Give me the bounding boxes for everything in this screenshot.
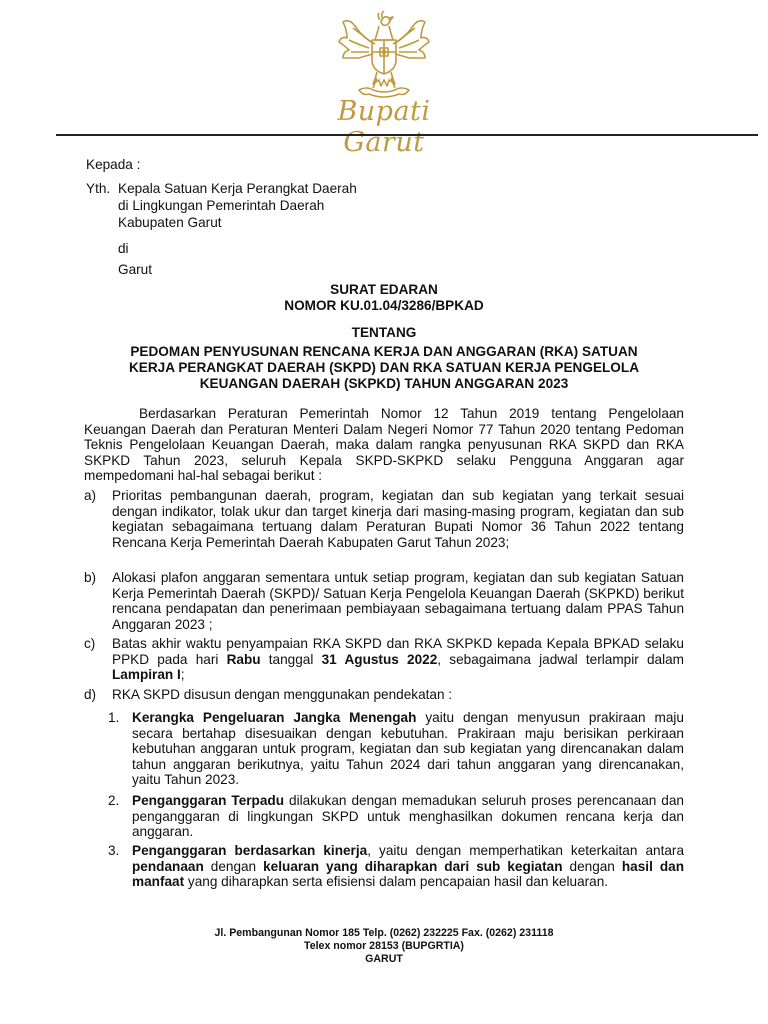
term-bold: pendanaan xyxy=(132,858,204,874)
item-text: Batas akhir waktu penyampaian RKA SKPD dan RKA SKPKD kepada Kepala BPKAD selaku PPKD pada hari Rabu tanggal 31 Agustus 2022, sebagaimana jadwal terlampir dalam Lampiran I; xyxy=(112,636,684,683)
recipient-lines xyxy=(118,180,357,278)
recipient-row xyxy=(86,180,357,278)
item-marker: d) xyxy=(84,687,97,702)
intro-paragraph: Berdasarkan Peraturan Pemerintah Nomor 12 Tahun 2019 tentang Pengelolaan Keuangan Daerah dan Peraturan Menteri Dalam Negeri Nomor 77 Tahun 2020 tentang Pedoman Teknis Pengelolaan Keuangan Daerah, maka dalam rangka penyusunan RKA SKPD dan RKA SKPKD Tahun 2023, seluruh Kepala SKPD-SKPKD selaku Pengguna Anggaran agar mempedomani hal-hal sebagai berikut : xyxy=(84,406,684,484)
term-bold: Penganggaran berdasarkan kinerja xyxy=(132,843,368,858)
bupati-signature: Bupati Garut xyxy=(337,96,431,158)
subject-line: PEDOMAN PENYUSUNAN RENCANA KERJA DAN ANGGARAN (RKA) SATUAN xyxy=(130,344,638,359)
item-marker: b) xyxy=(84,570,97,585)
item-text: Prioritas pembangunan daerah, program, kegiatan dan sub kegiatan yang terkait sesuai dengan indikator, tolak ukur dan target kinerja dari masing-masing program, kegiatan dan sub kegiatan sebagaimana tertuang dalam Peraturan Bupati Nomor 36 Tahun 2022 tentang Rencana Kerja Pemerintah Daerah Kabupaten Garut Tahun 2023; xyxy=(112,488,684,550)
sub-item-2 xyxy=(108,793,684,840)
sub-item-3 xyxy=(108,843,684,890)
sub-item-1 xyxy=(108,710,684,788)
header-divider xyxy=(56,134,758,136)
letterhead-footer xyxy=(184,927,584,966)
yth-label: Yth. xyxy=(86,181,111,196)
term-bold: Penganggaran Terpadu xyxy=(132,793,285,808)
item-text: Alokasi plafon anggaran sementara untuk setiap program, kegiatan dan sub kegiatan Satuan Kerja Pemerintah Daerah (SKPD)/ Satuan Kerja Pengelola Keuangan Daerah (SKPKD) berikut rencana pendapatan dan penerimaan pembiayaan sebagaimana tertuang dalam PPAS Tahun Anggaran 2023 ; xyxy=(112,570,684,632)
sub-text: Penganggaran Terpadu dilakukan dengan memadukan seluruh proses perencanaan dan penganggaran di lingkungan SKPD untuk menghasilkan dokumen rencana kerja dan anggaran. xyxy=(132,793,684,840)
attachment-ref: Lampiran I xyxy=(112,667,181,683)
sub-marker: 1. xyxy=(108,710,120,725)
deadline-day: Rabu xyxy=(226,651,261,667)
item-marker: c) xyxy=(84,636,96,651)
subject-line: KERJA PERANGKAT DAERAH (SKPD) DAN RKA SATUAN KERJA PENGELOLA xyxy=(128,360,640,375)
footer-address: Jl. Pembangunan Nomor 185 Telp. (0262) 232225 Fax. (0262) 231118 xyxy=(214,927,554,939)
list-item-c xyxy=(84,636,684,683)
sub-marker: 3. xyxy=(108,843,120,858)
list-item-b xyxy=(84,570,684,632)
footer-city: GARUT xyxy=(365,953,403,965)
kepada-label: Kepada : xyxy=(86,157,141,172)
footer-telex: Telex nomor 28153 (BUPGRTIA) xyxy=(304,940,464,952)
item-marker: a) xyxy=(84,488,97,503)
item-text: RKA SKPD disusun dengan menggunakan pendekatan : xyxy=(112,687,453,702)
term-bold: Kerangka Pengeluaran Jangka Menengah xyxy=(132,710,417,725)
recipient-line: Kepala Satuan Kerja Perangkat Daerah xyxy=(118,181,357,196)
term-bold: hasil dan manfaat xyxy=(132,858,685,890)
recipient-line: Kabupaten Garut xyxy=(118,215,222,230)
place-label: Garut xyxy=(118,262,152,277)
term-bold: keluaran yang diharapkan dari sub kegiatan xyxy=(263,858,563,874)
garuda-emblem-icon xyxy=(333,8,435,104)
list-item-a xyxy=(84,488,684,550)
recipient-block xyxy=(86,156,357,278)
sub-marker: 2. xyxy=(108,793,120,808)
subject-line: KEUANGAN DAERAH (SKPKD) TAHUN ANGGARAN 2023 xyxy=(199,376,569,391)
list-item-d xyxy=(84,687,684,703)
sub-text: Penganggaran berdasarkan kinerja, yaitu dengan memperhatikan keterkaitan antara pendanaan dengan keluaran yang diharapkan dari sub kegiatan dengan hasil dan manfaat yang diharapkan serta efisiensi dalam pencapaian hasil dan keluaran. xyxy=(132,843,685,890)
tentang-heading: TENTANG xyxy=(351,325,417,340)
sub-text: Kerangka Pengeluaran Jangka Menengah yaitu dengan menyusun prakiraan maju secara bertahap disesuaikan dengan kebutuhan. Prakiraan maju berisikan perkiraan kebutuhan anggaran untuk program, kegiatan dan sub kegiatan yang direncanakan dalam tahun anggaran berikutnya, yaitu Tahun 2024 dari tahun anggaran yang direncanakan, yaitu Tahun 2023. xyxy=(132,710,684,788)
deadline-date: 31 Agustus 2022 xyxy=(321,651,438,667)
recipient-line: di Lingkungan Pemerintah Daerah xyxy=(118,198,325,213)
letter-number: NOMOR KU.01.04/3286/BPKAD xyxy=(284,298,484,313)
di-label: di xyxy=(118,241,129,256)
letter-type: SURAT EDARAN xyxy=(330,282,438,297)
